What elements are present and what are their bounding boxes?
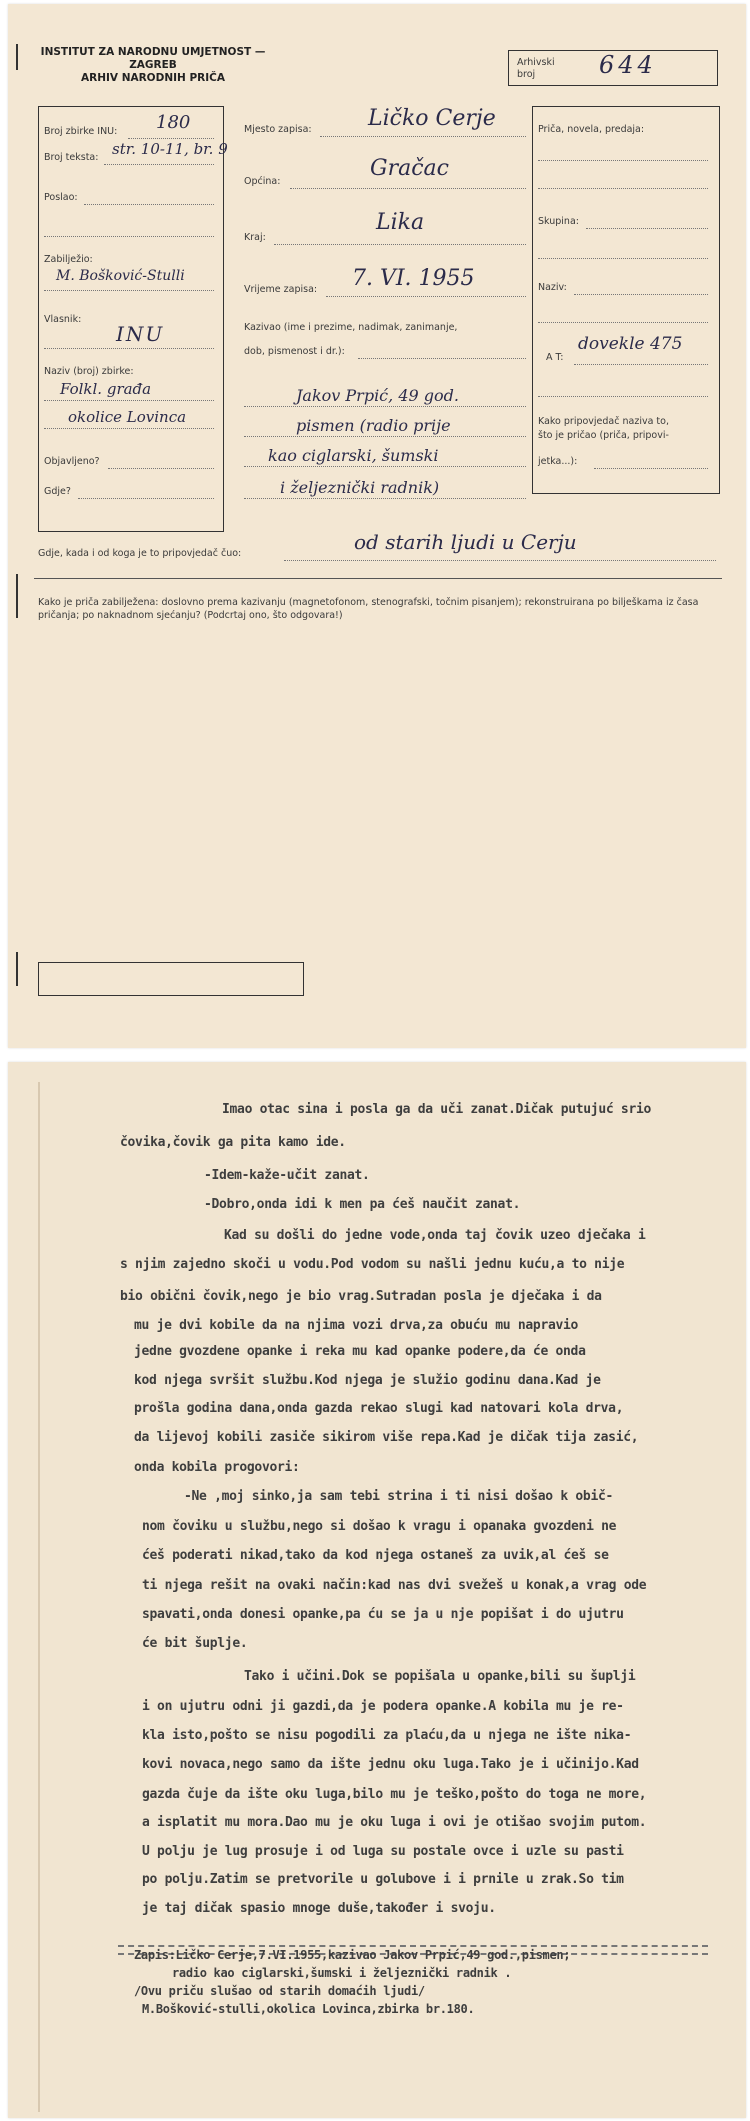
kako-naziva-line3: jetka...): <box>538 456 578 467</box>
story-line: ćeš poderati nikad,tako da kod njega ostaneš za uvik,al ćeš se <box>142 1548 609 1564</box>
archive-card <box>8 4 746 1048</box>
skupina-label: Skupina: <box>538 216 579 227</box>
margin-mark <box>16 44 18 70</box>
divider <box>34 578 722 579</box>
archive-number-label: Arhivski broj <box>517 57 555 80</box>
story-line: i on ujutru odni ji gazdi,da je podera opanke.A kobila mu je re- <box>142 1698 624 1714</box>
kazivac-value-line4: i željeznički radnik) <box>280 478 440 497</box>
kako-zabiljezena: Kako je priča zabilježena: doslovno prema kazivanju (magnetofonom, stenografski, točnim pisanjem); rekonstruirana po bilješkama iz časa pričanja; po naknadnom sjećanju? (Podcrtaj ono, što odgovara!) <box>38 597 699 621</box>
at-value: dovekle 475 <box>578 334 683 354</box>
story-line: će bit šuplje. <box>142 1636 248 1652</box>
story-line: Kad su došli do jedne vode,onda taj čovik uzeo dječaka i <box>224 1228 646 1244</box>
story-line: nom čoviku u službu,nego si došao k vragu i opanaka gvozdeni ne <box>142 1518 617 1534</box>
story-line: prošla godina dana,onda gazda rekao slugi kad natovari kola drva, <box>134 1401 624 1417</box>
opcina-value: Gračac <box>370 156 449 181</box>
zabiljezio-value: M. Bošković-Stulli <box>56 268 185 284</box>
story-line: mu je dvi kobile da na njima vozi drva,za obuću mu napravio <box>134 1318 579 1334</box>
naziv-label: Naziv: <box>538 282 567 293</box>
vrijeme-value: 7. VI. 1955 <box>352 266 475 291</box>
broj-zbirke-label: Broj zbirke INU: <box>44 126 118 137</box>
gdje-label: Gdje? <box>44 486 71 497</box>
archive-number-value: 644 <box>599 51 657 79</box>
mjesto-label: Mjesto zapisa: <box>244 124 312 135</box>
kazivac-value-line1: Jakov Prpić, 49 god. <box>296 386 459 405</box>
stamp-box <box>38 962 304 996</box>
story-line: Imao otac sina i posla ga da uči zanat.Dičak putujuć srio <box>222 1101 652 1117</box>
vrijeme-label: Vrijeme zapisa: <box>244 284 318 295</box>
footer-line1: Zapis:Ličko Cerje,7.VI.1955,kazivao Jakov Prpić,49 god.,pismen; <box>134 1948 571 1962</box>
story-line: U polju je lug prosuje i od luga su postale ovce i uzle su pasti <box>142 1843 624 1859</box>
broj-teksta-label: Broj teksta: <box>44 152 99 163</box>
kazivac-label-line2: dob, pismenost i dr.): <box>244 346 345 357</box>
story-line: po polju.Zatim se pretvorile u golubove i i prnile u zrak.So tim <box>142 1871 624 1887</box>
story-line: gazda čuje da ište oku luga,bilo mu je teško,pošto do toga ne more, <box>142 1786 647 1802</box>
at-label: A T: <box>546 352 564 363</box>
kazivac-label-line1: Kazivao (ime i prezime, nadimak, zanimanje, <box>244 322 458 333</box>
archive-number-box <box>508 50 718 86</box>
naziv-zbirke-value1: Folkl. građa <box>60 380 152 398</box>
naziv-zbirke-label: Naziv (broj) zbirke: <box>44 366 134 377</box>
story-line: je taj dičak spasio mnoge duše,također i svoju. <box>142 1901 496 1917</box>
story-line: čovika,čovik ga pita kamo ide. <box>120 1134 346 1150</box>
gdje-kada-label: Gdje, kada i od koga je to pripovjedač čuo: <box>38 548 242 559</box>
kazivac-value-line2: pismen (radio prije <box>296 416 451 435</box>
kako-naziva-line2: što je pričao (priča, pripovi- <box>538 430 669 441</box>
story-line: ti njega rešit na ovaki način:kad nas dvi svežeš u konak,a vrag ode <box>142 1577 647 1593</box>
margin-mark <box>16 574 18 618</box>
naziv-zbirke-value2: okolice Lovinca <box>68 408 187 426</box>
kraj-label: Kraj: <box>244 232 266 243</box>
story-line: Tako i učini.Dok se popišala u opanke,bili su šuplji <box>244 1669 636 1685</box>
institute-header <box>28 46 278 85</box>
story-line: da lijevoj kobili zasiče sikirom više repa.Kad je dičak tija zasić, <box>134 1430 639 1446</box>
footer-line3: /Ovu priču slušao od starih domaćih ljudi/ <box>134 1984 425 1998</box>
kazivac-value-line3: kao ciglarski, šumski <box>268 446 439 465</box>
fold-line <box>38 1082 40 2112</box>
story-line: bio obični čovik,nego je bio vrag.Sutradan posla je dječaka i da <box>120 1288 602 1304</box>
story-line: -Idem-kaže-učit zanat. <box>204 1167 370 1183</box>
margin-mark <box>16 952 18 986</box>
objavljeno-label: Objavljeno? <box>44 456 100 467</box>
story-line: s njim zajedno skoči u vodu.Pod vodom su našli jednu kuću,a to nije <box>120 1257 625 1273</box>
kraj-value: Lika <box>376 210 425 235</box>
poslao-label: Poslao: <box>44 192 78 203</box>
opcina-label: Općina: <box>244 176 281 187</box>
prica-label: Priča, novela, predaja: <box>538 124 645 135</box>
mjesto-value: Ličko Cerje <box>368 106 496 131</box>
zabiljezio-label: Zabilježio: <box>44 254 93 265</box>
story-line: kod njega svršit službu.Kod njega je služio godinu dana.Kad je <box>134 1373 601 1389</box>
footer-line4: M.Bošković-stulli,okolica Lovinca,zbirka br.180. <box>142 2002 475 2016</box>
archive-name: ARHIV NARODNIH PRIČA <box>81 72 225 84</box>
story-line: -Dobro,onda idi k men pa ćeš naučit zanat. <box>204 1196 521 1212</box>
vlasnik-value: INU <box>116 322 165 346</box>
story-line: -Ne ,moj sinko,ja sam tebi strina i ti nisi došao k obič- <box>184 1489 614 1505</box>
story-line: a isplatit mu mora.Dao mu je oku luga i ovi je otišao svojim putom. <box>142 1814 647 1830</box>
broj-teksta-value: str. 10-11, br. 9 <box>112 140 228 158</box>
kako-naziva-line1: Kako pripovjedač naziva to, <box>538 416 669 427</box>
vlasnik-label: Vlasnik: <box>44 314 82 325</box>
story-line: onda kobila progovori: <box>134 1459 300 1475</box>
typed-story-page <box>8 1062 746 2118</box>
broj-zbirke-value: 180 <box>156 112 191 133</box>
story-line: kovi novaca,nego samo da ište jednu oku luga.Tako je i učinijo.Kad <box>142 1757 639 1773</box>
footer-line2: radio kao ciglarski,šumski i željeznički radnik . <box>172 1966 512 1980</box>
story-line: kla isto,pošto se nisu pogodili za plaću,da u njega ne ište nika- <box>142 1728 632 1744</box>
gdje-kada-value: od starih ljudi u Cerju <box>354 530 577 554</box>
institute-name: INSTITUT ZA NARODNU UMJETNOST — ZAGREB <box>40 46 266 71</box>
story-line: spavati,onda donesi opanke,pa ću se ja u nje popišat i do ujutru <box>142 1606 624 1622</box>
story-line: jedne gvozdene opanke i reka mu kad opanke podere,da će onda <box>134 1343 586 1359</box>
